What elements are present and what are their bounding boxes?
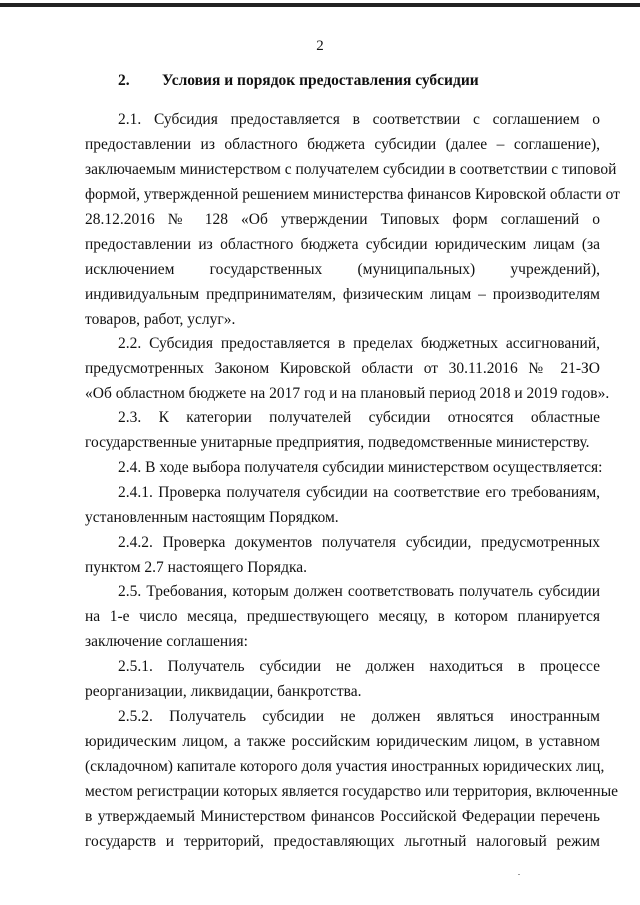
text-line: на 1-е число месяца, предшествующего месяцу, в котором планируется — [85, 608, 600, 625]
text-line: установленным настоящим Порядком. — [85, 509, 339, 526]
text-line: предоставлении из областного бюджета субсидии юридическим лицам (за — [85, 236, 600, 253]
text-line: товаров, работ, услуг». — [85, 311, 236, 328]
section-title: Условия и порядок предоставления субсидии — [162, 72, 479, 89]
text-line: государственные унитарные предприятия, подведомственные министерству. — [85, 434, 590, 451]
text-line: пунктом 2.7 настоящего Порядка. — [85, 559, 308, 576]
text-line: 2.4.1. Проверка получателя субсидии на соответствие его требованиям, — [118, 484, 600, 501]
text-line: 2.4.2. Проверка документов получателя субсидии, предусмотренных — [118, 534, 600, 551]
text-line: реорганизации, ликвидации, банкротства. — [85, 683, 362, 700]
text-line: местом регистрации которых является государство или территория, включенные — [85, 783, 618, 800]
text-line: 28.12.2016 № 128 «Об утверждении Типовых форм соглашений о — [85, 211, 600, 228]
text-line: 2.2. Субсидия предоставляется в пределах бюджетных ассигнований, — [118, 335, 600, 352]
text-line: государств и территорий, предоставляющих льготный налоговый режим — [85, 833, 600, 850]
text-line: 2.1. Субсидия предоставляется в соответствии с соглашением о — [118, 111, 600, 128]
text-line: предусмотренных Законом Кировской области от 30.11.2016 № 21-ЗО — [85, 360, 600, 377]
text-line: индивидуальным предпринимателям, физическим лицам – производителям — [85, 286, 600, 303]
text-line: заключаемым министерством с получателем субсидии в соответствии с типовой — [85, 161, 617, 178]
scan-speck — [518, 874, 520, 875]
text-line: 2.5.1. Получатель субсидии не должен находиться в процессе — [118, 658, 600, 675]
text-line: 2.3. К категории получателей субсидии относятся областные — [118, 409, 600, 426]
text-line: заключение соглашения: — [85, 633, 248, 650]
text-line: предоставлении из областного бюджета субсидии (далее – соглашение), — [85, 136, 600, 153]
page-number: 2 — [316, 38, 324, 54]
text-line: исключением государственных (муниципальных) учреждений), — [85, 261, 600, 278]
text-line: 2.5.2. Получатель субсидии не должен являться иностранным — [118, 708, 600, 725]
text-line: «Об областном бюджете на 2017 год и на плановый период 2018 и 2019 годов». — [85, 385, 610, 402]
text-line: 2.4. В ходе выбора получателя субсидии министерством осуществляется: — [118, 459, 603, 476]
text-line: в утверждаемый Министерством финансов Российской Федерации перечень — [85, 808, 600, 825]
text-line: юридическим лицом, а также российским юридическим лицом, в уставном — [85, 733, 600, 750]
section-number: 2. — [118, 72, 130, 89]
text-line: 2.5. Требования, которым должен соответствовать получатель субсидии — [118, 583, 600, 600]
text-line: формой, утвержденной решением министерства финансов Кировской области от — [85, 186, 620, 203]
top-border-rule — [0, 3, 640, 7]
section-heading — [118, 71, 479, 91]
text-line: (складочном) капитале которого доля участия иностранных юридических лиц, — [85, 758, 605, 775]
